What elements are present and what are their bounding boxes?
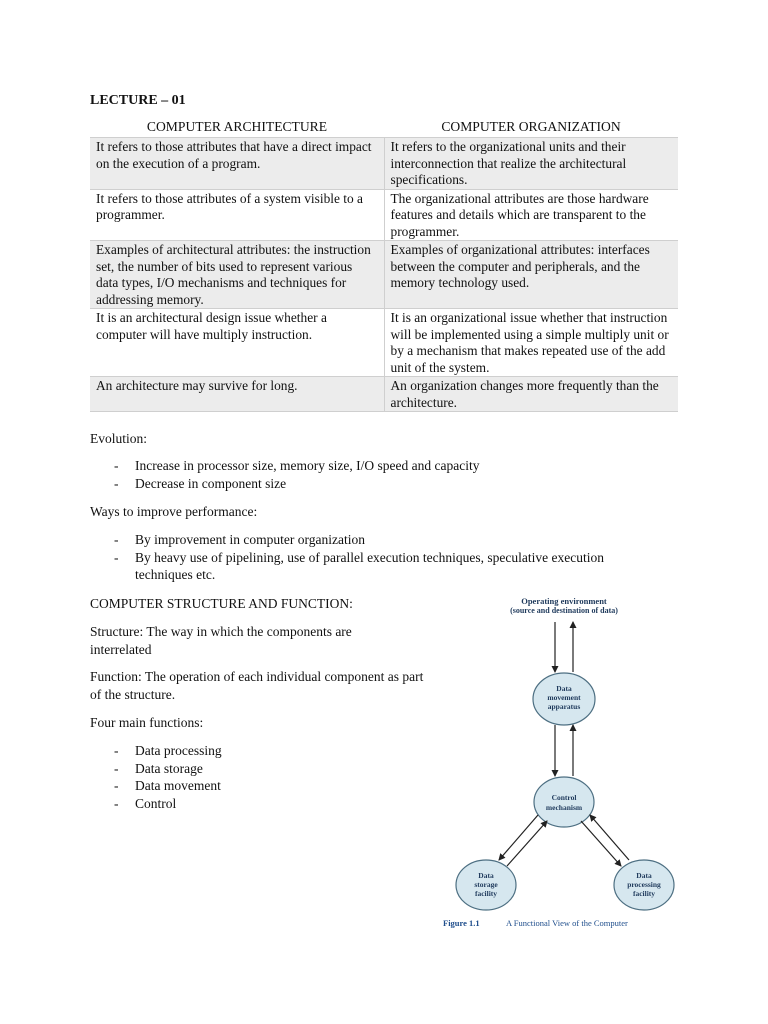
table-row	[90, 241, 678, 309]
evolution-heading: Evolution:	[90, 431, 147, 446]
table-cell-architecture: It is an architectural design issue whether a computer will have multiply instruction.	[90, 309, 384, 377]
control-label: Control	[551, 793, 577, 802]
list-item: - By improvement in computer organization	[90, 531, 650, 549]
table-cell-architecture: It refers to those attributes of a system visible to a programmer.	[90, 189, 384, 241]
functional-view-diagram	[440, 592, 700, 937]
list-item: - Data storage	[90, 760, 222, 778]
table-cell-organization: It is an organizational issue whether that instruction will be implemented using a simple multiply unit or by a mechanism that makes repeated use of the add unit of the system.	[384, 309, 678, 377]
list-item: - Increase in processor size, memory size, I/O speed and capacity	[90, 457, 479, 475]
figure-number: Figure 1.1	[443, 918, 480, 928]
control-node	[534, 777, 594, 827]
table-cell-organization: It refers to the organizational units and their interconnection that realize the architectural specifications.	[384, 138, 678, 190]
performance-list	[90, 531, 650, 584]
header-organization: COMPUTER ORGANIZATION	[441, 118, 621, 134]
data-movement-label: movement	[547, 693, 581, 702]
list-item: - Data processing	[90, 742, 222, 760]
list-item: - Data movement	[90, 777, 222, 795]
list-item: - Control	[90, 795, 222, 813]
performance-heading: Ways to improve performance:	[90, 504, 258, 519]
table-row	[90, 377, 678, 412]
table-cell-architecture: It refers to those attributes that have a direct impact on the execution of a program.	[90, 138, 384, 190]
control-label: mechanism	[545, 803, 583, 812]
table-cell-architecture: Examples of architectural attributes: the instruction set, the number of bits used to represent various data types, I/O mechanisms and techniques for addressing memory.	[90, 241, 384, 309]
function-definition: Function: The operation of each individual component as part of the structure.	[90, 669, 424, 702]
comparison-table	[90, 117, 678, 412]
table-row	[90, 138, 678, 190]
data-processing-label: facility	[632, 889, 656, 898]
list-item: - By heavy use of pipelining, use of parallel execution techniques, speculative execution techniques etc.	[90, 549, 650, 584]
table-row	[90, 189, 678, 241]
data-movement-label: Data	[556, 684, 572, 693]
data-processing-label: Data	[636, 871, 652, 880]
list-item: - Decrease in component size	[90, 475, 479, 493]
structure-heading: COMPUTER STRUCTURE AND FUNCTION:	[90, 596, 353, 611]
figure-caption: A Functional View of the Computer	[506, 918, 628, 928]
functions-list	[90, 742, 222, 812]
data-storage-label: Data	[478, 871, 494, 880]
table-row	[90, 309, 678, 377]
data-movement-label: apparatus	[547, 702, 581, 711]
header-architecture: COMPUTER ARCHITECTURE	[146, 118, 328, 134]
environment-sublabel: (source and destination of data)	[510, 606, 618, 615]
data-processing-label: processing	[627, 880, 661, 889]
lecture-title: LECTURE – 01	[90, 93, 186, 108]
table-cell-organization: The organizational attributes are those hardware features and details which are transparent to the programmer.	[384, 189, 678, 241]
structure-definition: Structure: The way in which the components are interrelated	[90, 624, 352, 657]
functions-heading: Four main functions:	[90, 715, 204, 730]
evolution-list	[90, 457, 479, 492]
data-storage-label: facility	[474, 889, 498, 898]
environment-label: Operating environment	[521, 596, 607, 606]
table-cell-organization: Examples of organizational attributes: interfaces between the computer and peripherals, and the memory technology used.	[384, 241, 678, 309]
table-cell-architecture: An architecture may survive for long.	[90, 377, 384, 412]
table-cell-organization: An organization changes more frequently than the architecture.	[384, 377, 678, 412]
data-storage-label: storage	[474, 880, 498, 889]
